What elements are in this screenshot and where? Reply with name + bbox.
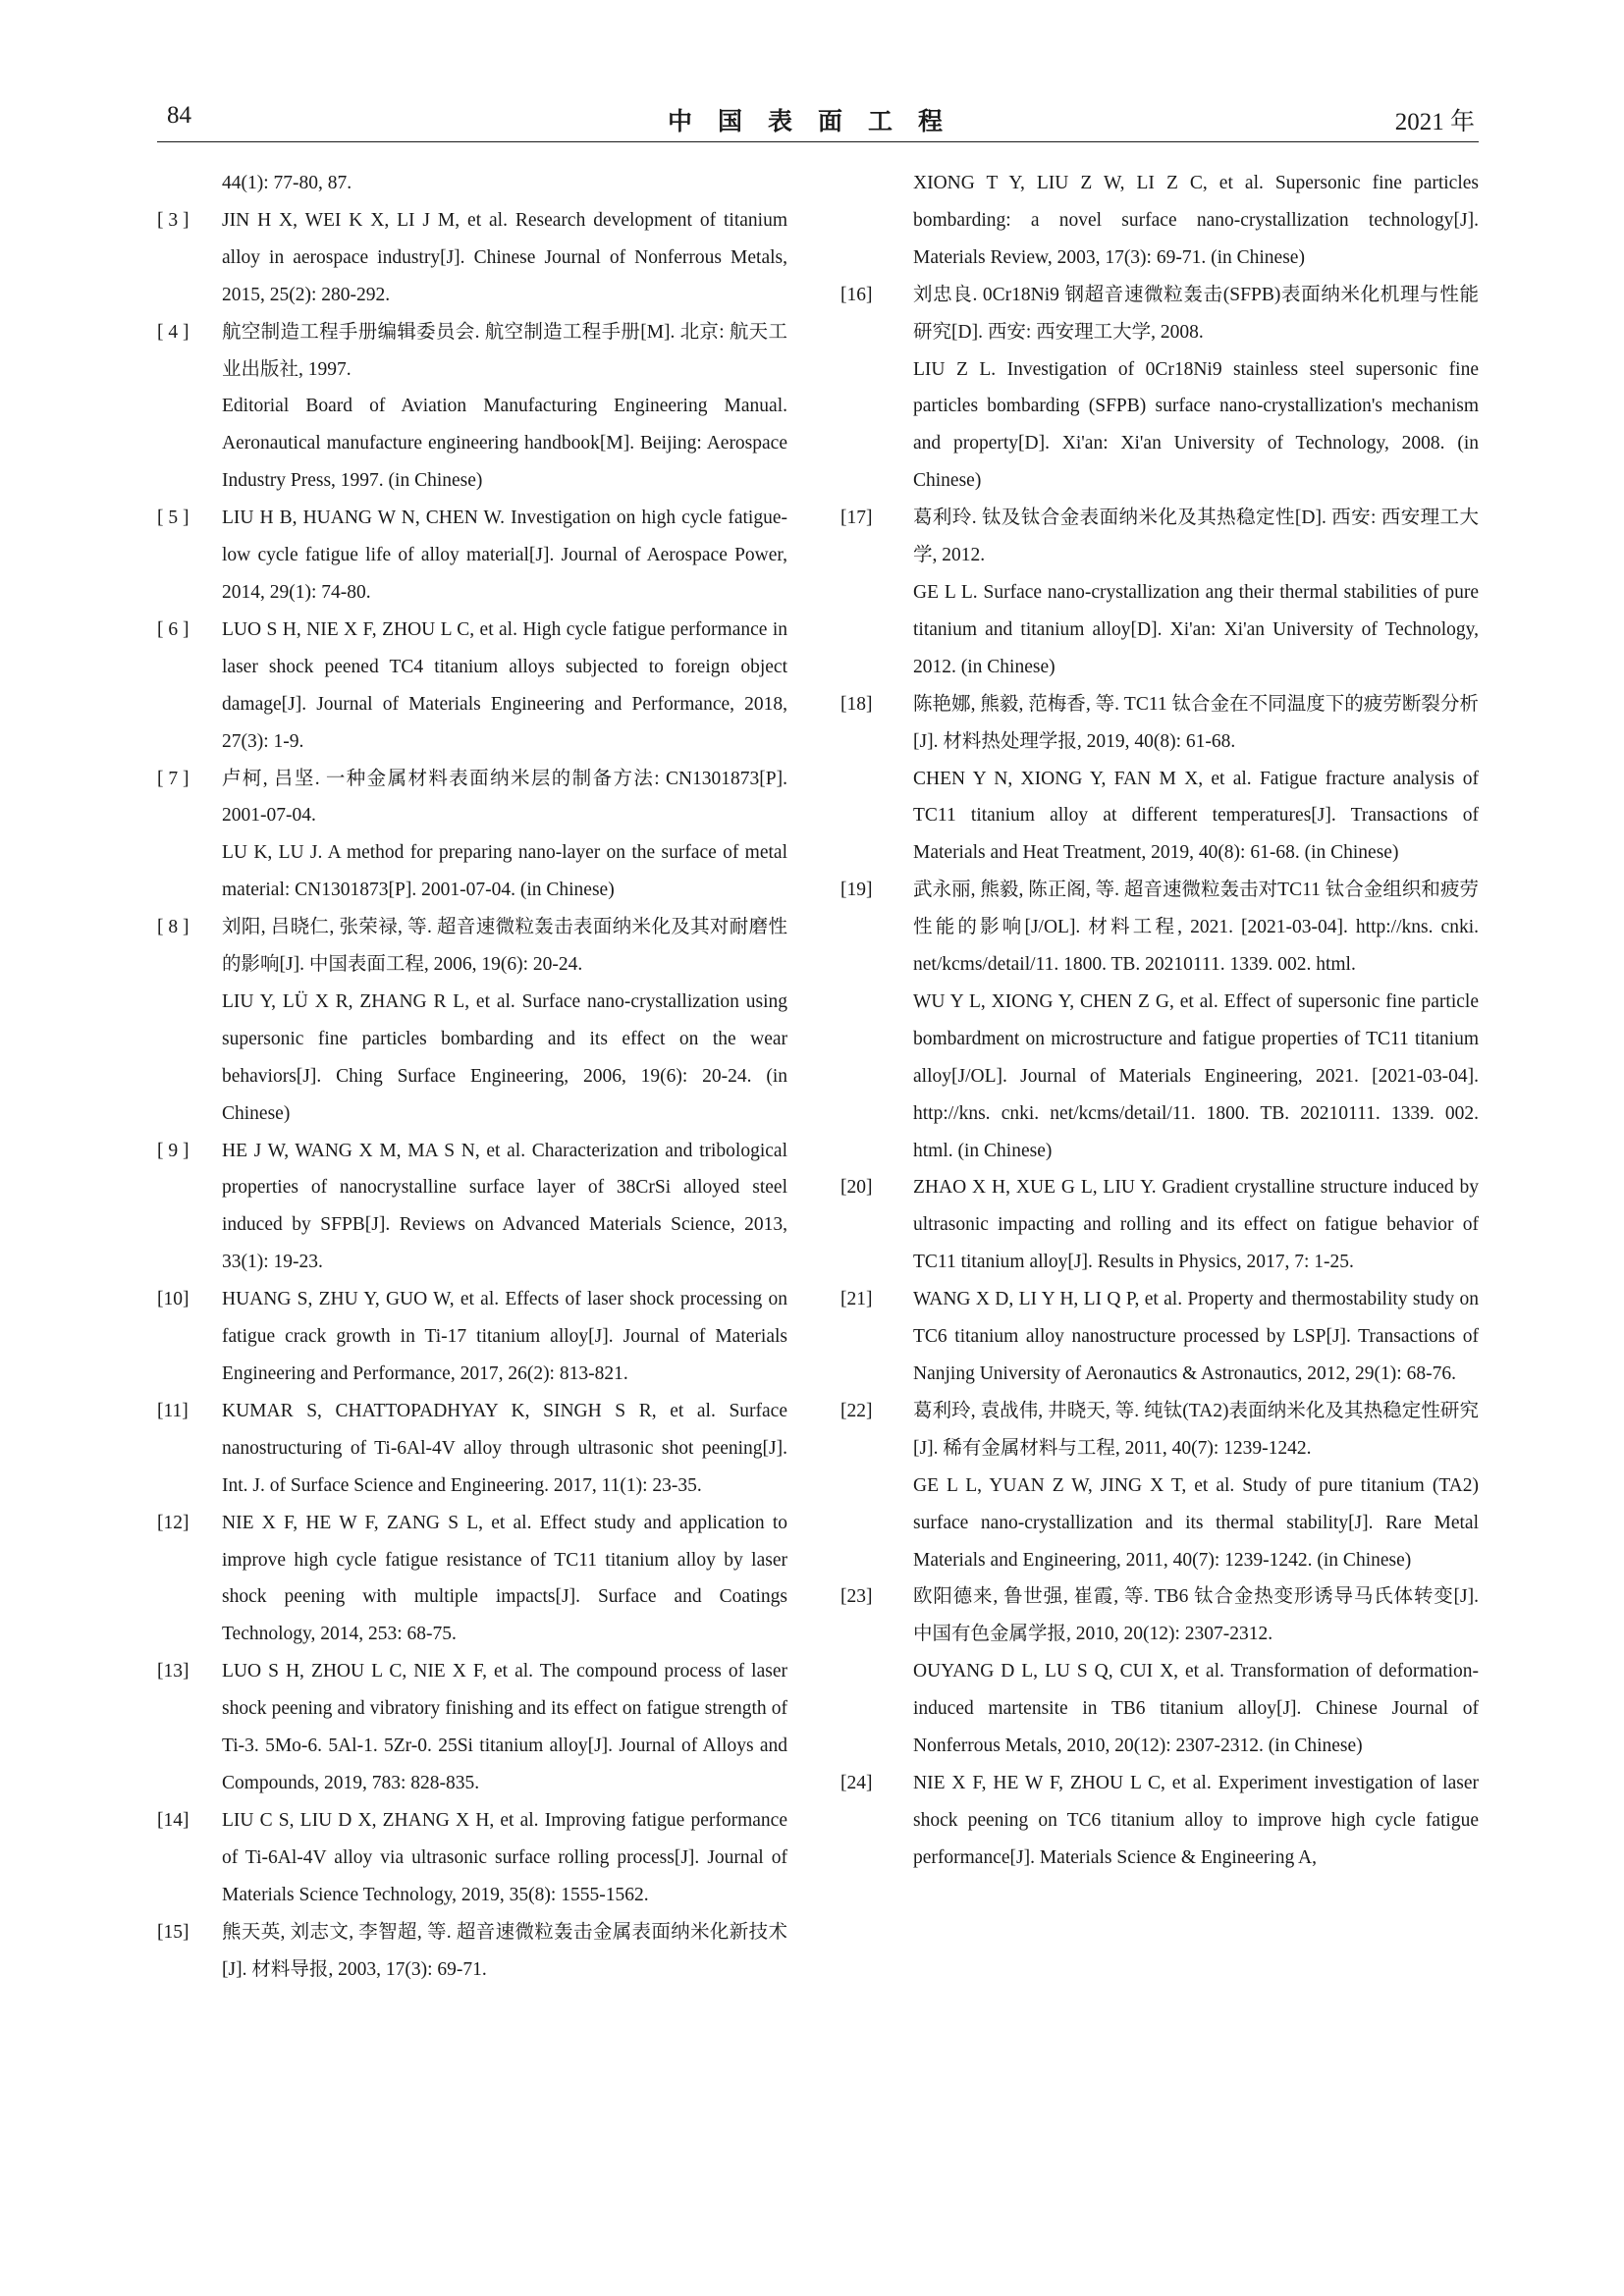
reference-number: [20] — [840, 1177, 873, 1199]
running-header — [157, 102, 1479, 143]
reference-text: LUO S H, ZHOU L C, NIE X F, et al. The compound process of laser shock peening and vibratory finishing and its effect on fatigue strength of Ti-3. 5Mo-6. 5Al-1. 5Zr-0. 25Si titanium alloy[J]. Journal of Alloys and Compounds, 2019, 783: 828-835. — [222, 1661, 787, 1793]
reference-entry — [840, 1281, 1479, 1393]
reference-entry — [157, 1281, 787, 1393]
reference-entry — [840, 1765, 1479, 1877]
page-number: 84 — [167, 102, 191, 129]
reference-number: [ 5 ] — [157, 507, 189, 529]
reference-entry — [157, 1133, 787, 1282]
reference-continuation: XIONG T Y, LIU Z W, LI Z C, et al. Supersonic fine particles bombarding: a novel surface nano-crystallization technology[J]. Materials Review, 2003, 17(3): 69-71. (in Chinese) — [913, 173, 1479, 268]
reference-text: KUMAR S, CHATTOPADHYAY K, SINGH S R, et al. Surface nanostructuring of Ti-6Al-4V alloy through ultrasonic shot peening[J]. Int. J. of Surface Science and Engineering. 2017, 11(1): 23-35. — [222, 1400, 787, 1496]
reference-text: 陈艳娜, 熊毅, 范梅香, 等. TC11 钛合金在不同温度下的疲劳断裂分析[J]. 材料热处理学报, 2019, 40(8): 61-68. CHEN Y N, XIONG Y, FAN M X, et al. Fatigue fracture analysis of TC11 titanium alloy at different temperatures[J]. Transactions of Materials and Heat Treatment, 2019, 40(8): 61-68. (in Chinese) — [913, 693, 1479, 864]
reference-text: WANG X D, LI Y H, LI Q P, et al. Property and thermostability study on TC6 titanium alloy nanostructure processed by LSP[J]. Transactions of Nanjing University of Aeronautics & Astronautics, 2012, 29(1): 68-76. — [913, 1289, 1479, 1384]
reference-text: 熊天英, 刘志文, 李智超, 等. 超音速微粒轰击金属表面纳米化新技术[J]. 材料导报, 2003, 17(3): 69-71. — [222, 1921, 787, 1980]
reference-column-left — [157, 165, 787, 1988]
reference-entry — [840, 1578, 1479, 1765]
reference-number: [24] — [840, 1772, 873, 1793]
reference-continuation: 44(1): 77-80, 87. — [222, 173, 352, 193]
reference-entry — [840, 500, 1479, 686]
header-rule — [157, 141, 1479, 142]
reference-number: [10] — [157, 1289, 189, 1310]
reference-number: [ 6 ] — [157, 618, 189, 640]
reference-text: JIN H X, WEI K X, LI J M, et al. Research development of titanium alloy in aerospace industry[J]. Chinese Journal of Nonferrous Metals, 2015, 25(2): 280-292. — [222, 209, 787, 305]
reference-text: LUO S H, NIE X F, ZHOU L C, et al. High cycle fatigue performance in laser shock peened TC4 titanium alloys subjected to foreign object damage[J]. Journal of Materials Engineering and Performance, 2018, 27(3): 1-9. — [222, 618, 787, 752]
reference-number: [16] — [840, 284, 873, 305]
reference-text: 刘阳, 吕晓仁, 张荣禄, 等. 超音速微粒轰击表面纳米化及其对耐磨性的影响[J]. 中国表面工程, 2006, 19(6): 20-24. LIU Y, LÜ X R, ZHANG R L, et al. Surface nano-crystallization using supersonic fine particles bombarding and its effect on the wear behaviors[J]. Ching Surface Engineering, 2006, 19(6): 20-24. (in Chinese) — [222, 917, 787, 1124]
reference-text: HE J W, WANG X M, MA S N, et al. Characterization and tribological properties of nanocrystalline surface layer of 38CrSi alloyed steel induced by SFPB[J]. Reviews on Advanced Materials Science, 2013, 33(1): 19-23. — [222, 1140, 787, 1273]
journal-title: 中国表面工程 — [667, 109, 968, 135]
reference-text: NIE X F, HE W F, ZHOU L C, et al. Experiment investigation of laser shock peening on TC6 titanium alloy to improve high cycle fatigue performance[J]. Materials Science & Engineering A, — [913, 1772, 1479, 1868]
reference-number: [19] — [840, 880, 873, 901]
reference-number: [14] — [157, 1809, 189, 1831]
reference-entry — [157, 1393, 787, 1505]
reference-entry — [840, 686, 1479, 873]
reference-entry — [840, 277, 1479, 500]
reference-entry — [157, 1505, 787, 1654]
reference-number: [15] — [157, 1921, 189, 1943]
reference-number: [12] — [157, 1512, 189, 1533]
reference-text: NIE X F, HE W F, ZANG S L, et al. Effect study and application to improve high cycle fatigue resistance of TC11 titanium alloy by laser shock peening with multiple impacts[J]. Surface and Coatings Technology, 2014, 253: 68-75. — [222, 1512, 787, 1645]
reference-text: 卢柯, 吕坚. 一种金属材料表面纳米层的制备方法: CN1301873[P]. 2001-07-04. LU K, LU J. A method for preparing nano-layer on the surface of metal material: CN1301873[P]. 2001-07-04. (in Chinese) — [222, 768, 787, 901]
reference-entry — [157, 1802, 787, 1914]
reference-number: [11] — [157, 1400, 189, 1421]
reference-number: [ 3 ] — [157, 209, 189, 231]
reference-number: [22] — [840, 1400, 873, 1421]
reference-number: [ 9 ] — [157, 1140, 189, 1161]
reference-number: [17] — [840, 507, 873, 529]
reference-number: [ 7 ] — [157, 768, 189, 789]
reference-entry — [840, 1169, 1479, 1281]
reference-text: HUANG S, ZHU Y, GUO W, et al. Effects of laser shock processing on fatigue crack growth in Ti-17 titanium alloy[J]. Journal of Materials Engineering and Performance, 2017, 26(2): 813-821. — [222, 1289, 787, 1384]
reference-text: LIU H B, HUANG W N, CHEN W. Investigation on high cycle fatigue-low cycle fatigue life of alloy material[J]. Journal of Aerospace Power, 2014, 29(1): 74-80. — [222, 507, 787, 603]
reference-text: LIU C S, LIU D X, ZHANG X H, et al. Improving fatigue performance of Ti-6Al-4V alloy via ultrasonic surface rolling process[J]. Journal of Materials Science Technology, 2019, 35(8): 1555-1562. — [222, 1809, 787, 1905]
reference-entry — [157, 761, 787, 910]
reference-number: [18] — [840, 693, 873, 715]
reference-text: 葛利玲, 袁战伟, 井晓天, 等. 纯钛(TA2)表面纳米化及其热稳定性研究[J]. 稀有金属材料与工程, 2011, 40(7): 1239-1242. GE L L, YUAN Z W, JING X T, et al. Study of pure titanium (TA2) surface nano-crystallization and its thermal stability[J]. Rare Metal Materials and Engineering, 2011, 40(7): 1239-1242. (in Chinese) — [913, 1400, 1479, 1571]
reference-number: [23] — [840, 1586, 873, 1608]
reference-text: 欧阳德来, 鲁世强, 崔霞, 等. TB6 钛合金热变形诱导马氏体转变[J]. 中国有色金属学报, 2010, 20(12): 2307-2312. OUYANG D L, LU S Q, CUI X, et al. Transformation of deformation-induced martensite in TB6 titanium alloy[J]. Chinese Journal of Nonferrous Metals, 2010, 20(12): 2307-2312. (in Chinese) — [913, 1586, 1479, 1757]
reference-entry — [157, 1653, 787, 1802]
reference-number: [13] — [157, 1661, 189, 1682]
reference-entry — [157, 314, 787, 501]
reference-number: [ 4 ] — [157, 321, 189, 343]
header-year: 2021 年 — [1394, 109, 1475, 135]
reference-entry — [840, 1393, 1479, 1579]
reference-entry — [840, 872, 1479, 1169]
reference-entry — [157, 1914, 787, 1989]
reference-entry — [157, 612, 787, 761]
reference-entry — [157, 909, 787, 1132]
reference-text: 武永丽, 熊毅, 陈正阁, 等. 超音速微粒轰击对TC11 钛合金组织和疲劳性能的影响[J/OL]. 材料工程, 2021. [2021-03-04]. http://kns. cnki. net/kcms/detail/11. 1800. TB. 20210111. 1339. 002. html. WU Y L, XIONG Y, CHEN Z G, et al. Effect of supersonic fine particle bombardment on microstructure and fatigue properties of TC11 titanium alloy[J/OL]. Journal of Materials Engineering, 2021. [2021-03-04]. http://kns. cnki. net/kcms/detail/11. 1800. TB. 20210111. 1339. 002. html. (in Chinese) — [913, 880, 1479, 1161]
reference-text: 葛利玲. 钛及钛合金表面纳米化及其热稳定性[D]. 西安: 西安理工大学, 2012. GE L L. Surface nano-crystallization ang their thermal stabilities of pure titanium and titanium alloy[D]. Xi'an: Xi'an University of Technology, 2012. (in Chinese) — [913, 507, 1479, 677]
reference-column-right — [840, 165, 1479, 1877]
reference-list-left — [157, 202, 787, 1989]
reference-text: ZHAO X H, XUE G L, LIU Y. Gradient crystalline structure induced by ultrasonic impacting and rolling and its effect on fatigue behavior of TC11 titanium alloy[J]. Results in Physics, 2017, 7: 1-25. — [913, 1177, 1479, 1273]
reference-number: [ 8 ] — [157, 917, 189, 938]
reference-entry — [157, 202, 787, 314]
reference-text: 航空制造工程手册编辑委员会. 航空制造工程手册[M]. 北京: 航天工业出版社, 1997. Editorial Board of Aviation Manufacturing Engineering Manual. Aeronautical manufacture engineering handbook[M]. Beijing: Aerospace Industry Press, 1997. (in Chinese) — [222, 321, 787, 492]
reference-list-right — [840, 277, 1479, 1877]
reference-text: 刘忠良. 0Cr18Ni9 钢超音速微粒轰击(SFPB)表面纳米化机理与性能研究[D]. 西安: 西安理工大学, 2008. LIU Z L. Investigation of 0Cr18Ni9 stainless steel supersonic fine particles bombarding (SFPB) surface nano-crystallization's mechanism and property[D]. Xi'an: Xi'an University of Technology, 2008. (in Chinese) — [913, 284, 1479, 492]
reference-entry — [157, 500, 787, 612]
reference-number: [21] — [840, 1289, 873, 1310]
